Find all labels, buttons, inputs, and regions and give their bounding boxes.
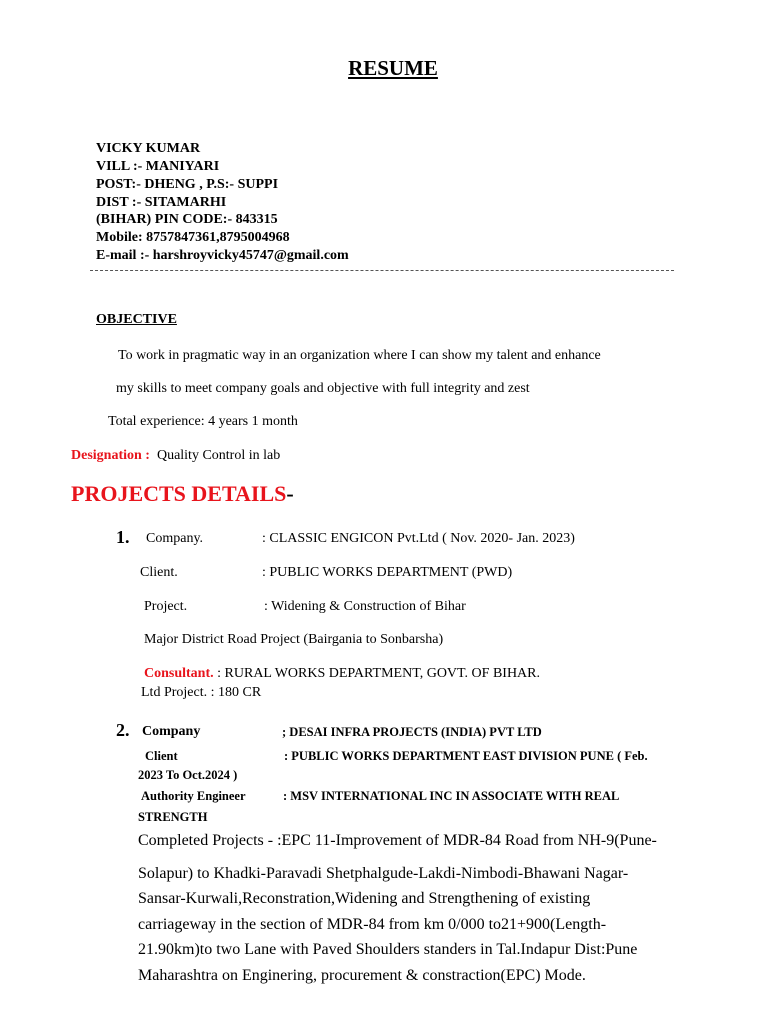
address-district: DIST :- SITAMARHI — [96, 195, 227, 210]
project-1-consultant — [144, 666, 540, 682]
address-post: POST:- DHENG , P.S:- SUPPI — [96, 177, 279, 192]
completed-line-4: carriageway in the section of MDR-84 from km 0/000 to21+900(Length- — [138, 915, 607, 933]
project-1-project-value: : Widening & Construction of Bihar — [264, 599, 466, 614]
candidate-name: VICKY KUMAR — [96, 141, 201, 156]
project-2-number: 2. — [116, 720, 130, 740]
address-pincode: (BIHAR) PIN CODE:- 843315 — [96, 212, 278, 227]
project-2-authority-line-2: STRENGTH — [138, 810, 208, 824]
address-village: VILL :- MANIYARI — [96, 159, 220, 174]
designation-value: Quality Control in lab — [156, 448, 281, 463]
divider — [90, 270, 674, 271]
project-1-project-line-2: Major District Road Project (Bairgania to Sonbarsha) — [144, 632, 444, 647]
completed-line-2: Solapur) to Khadki-Paravadi Shetphalgude-Lakdi-Nimbodi-Bhawani Nagar- — [138, 864, 629, 882]
designation — [71, 448, 280, 464]
project-1-number: 1. — [116, 527, 130, 547]
project-2-company-value: ; DESAI INFRA PROJECTS (INDIA) PVT LTD — [282, 725, 542, 739]
completed-line-5: 21.90km)to two Lane with Paved Shoulders standers in Tal.Indapur Dist:Pune — [138, 941, 638, 959]
projects-heading-text: PROJECTS DETAILS — [71, 481, 287, 506]
project-1-consultant-value: : RURAL WORKS DEPARTMENT, GOVT. OF BIHAR. — [217, 666, 541, 681]
objective-line-2: my skills to meet company goals and objective with full integrity and zest — [116, 381, 530, 396]
project-2-completed-projects — [138, 828, 698, 989]
project-1-consultant-label: Consultant. — [144, 666, 214, 681]
email-address: E-mail :- harshroyvicky45747@gmail.com — [96, 248, 349, 263]
objective-line-1: To work in pragmatic way in an organization where I can show my talent and enhance — [118, 348, 601, 363]
project-1-client-label: Client. — [140, 565, 178, 580]
project-2-authority-label: Authority Engineer — [141, 789, 246, 803]
designation-label: Designation : — [71, 448, 150, 463]
projects-heading — [71, 481, 294, 507]
project-2-authority-value: : MSV INTERNATIONAL INC IN ASSOCIATE WITH REAL — [283, 789, 620, 803]
projects-heading-dash: - — [286, 481, 294, 506]
project-2-client-line-2: 2023 To Oct.2024 ) — [138, 768, 238, 782]
completed-line-6: Maharashtra on Enginering, procurement & constraction(EPC) Mode. — [138, 966, 586, 984]
mobile-number: Mobile: 8757847361,8795004968 — [96, 230, 290, 245]
project-2-company-label: Company — [142, 724, 201, 739]
project-2-client-label: Client — [145, 749, 178, 763]
total-experience: Total experience: 4 years 1 month — [108, 414, 298, 429]
project-2-client-value: : PUBLIC WORKS DEPARTMENT EAST DIVISION PUNE ( Feb. — [284, 749, 648, 763]
project-1-company-value: : CLASSIC ENGICON Pvt.Ltd ( Nov. 2020- Jan. 2023) — [262, 531, 575, 546]
page-title: RESUME — [348, 56, 438, 80]
completed-line-1: Completed Projects - :EPC 11-Improvement of MDR-84 Road from NH-9(Pune- — [138, 832, 657, 849]
project-1-company-label: Company. — [146, 531, 204, 546]
completed-line-3: Sansar-Kurwali,Reconstration,Widening and Strengthening of existing — [138, 890, 591, 908]
project-1-client-value: : PUBLIC WORKS DEPARTMENT (PWD) — [262, 565, 513, 580]
project-1-cost: Ltd Project. : 180 CR — [141, 685, 262, 700]
project-1-project-label: Project. — [144, 599, 188, 614]
objective-heading: OBJECTIVE — [96, 312, 177, 327]
